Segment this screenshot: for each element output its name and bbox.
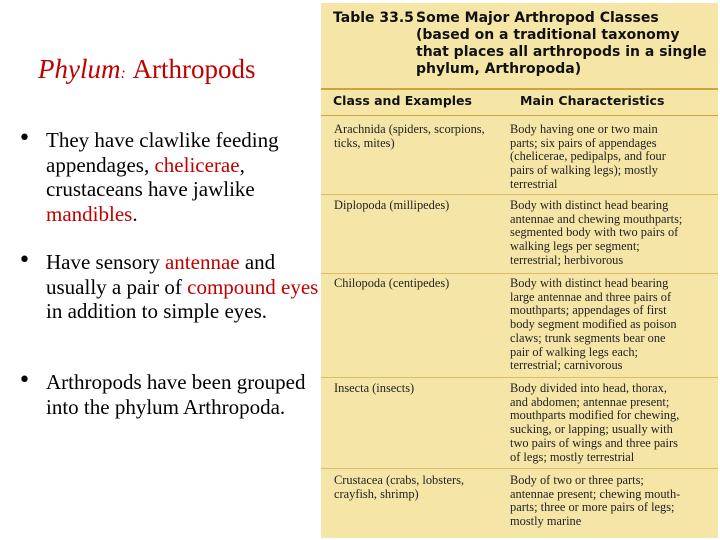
highlighted-term: mandibles — [46, 201, 133, 226]
cell-line: terrestrial; herbivorous — [510, 252, 624, 267]
bullet-text — [46, 128, 328, 226]
cell-line: Body of two or three parts; — [510, 473, 644, 487]
highlighted-term: antennae — [164, 250, 240, 274]
column-header-class: Class and Examples — [333, 93, 472, 108]
cell-line: Crustacea (crabs, lobsters, — [334, 473, 465, 487]
cell-line: walking legs per segment; — [510, 239, 640, 254]
row-characteristics-cell — [510, 123, 712, 192]
cell-line: (chelicerae, pedipalps, and four — [510, 149, 666, 164]
cell-line: segmented body with two pairs of — [510, 225, 679, 240]
row-divider — [321, 377, 718, 378]
row-characteristics-cell — [510, 474, 712, 529]
highlighted-term: compound eyes — [187, 274, 319, 299]
cell-line: body segment modified as poison — [510, 317, 677, 332]
cell-line: terrestrial; carnivorous — [510, 358, 623, 373]
row-divider — [321, 273, 718, 274]
highlighted-term: chelicerae — [154, 152, 240, 177]
row-characteristics-cell — [510, 199, 712, 268]
title-prefix: Phylum — [38, 54, 121, 84]
cell-line: Body with distinct head bearing — [510, 198, 669, 212]
row-class-cell — [334, 382, 514, 396]
table-number: Table 33.5 — [333, 10, 414, 26]
cell-line: Insecta (insects) — [334, 381, 415, 395]
bullet-text — [46, 250, 328, 324]
row-class-cell — [334, 123, 514, 150]
row-divider — [321, 194, 718, 195]
table-top-rule — [321, 88, 718, 90]
bullet-text-segment: Have sensory — [46, 250, 165, 274]
cell-line: crayfish, shrimp) — [334, 486, 419, 501]
cell-line: sucking, or lapping; usually with — [510, 422, 673, 437]
cell-line: antennae present; chewing mouth- — [510, 486, 681, 501]
bullet-text-segment: They have clawlike feeding appendages, — [46, 128, 279, 177]
bullet-text-segment: , crustaceans have jawlike — [46, 152, 255, 201]
cell-line: and abdomen; antennae present; — [510, 394, 670, 409]
row-characteristics-cell — [510, 382, 712, 464]
bullet-dot: • — [18, 126, 31, 151]
bullet-text-segment: Arthropods have been grouped into the phylum Arthropoda. — [46, 370, 306, 419]
cell-line: mouthparts modified for chewing, — [510, 408, 680, 423]
row-class-cell — [334, 199, 514, 213]
cell-line: mouthparts; appendages of first — [510, 303, 667, 318]
cell-line: Diplopoda (millipedes) — [334, 198, 450, 212]
cell-line: Chilopoda (centipedes) — [334, 276, 450, 290]
column-header-characteristics: Main Characteristics — [520, 93, 665, 108]
bullet-dot: • — [18, 368, 31, 393]
title-colon: : — [120, 65, 126, 82]
table-caption-text: Some Major Arthropod Classes (based on a traditional taxonomy that places all arthropods in a single phylum, Arthropoda) — [416, 10, 707, 77]
cell-line: parts; three or more pairs of legs; — [510, 500, 675, 515]
cell-line: claws; trunk segments bear one — [510, 330, 666, 345]
bullet-text-segment: . — [132, 201, 138, 226]
cell-line: mostly marine — [510, 514, 582, 529]
slide-title — [38, 54, 256, 85]
cell-line: parts; six pairs of appendages — [510, 135, 657, 150]
cell-line: antennae and chewing mouthparts; — [510, 211, 683, 226]
bullet-text — [46, 370, 328, 419]
bullet-text-segment: and usually a pair of — [46, 250, 276, 299]
row-divider — [321, 468, 718, 469]
cell-line: of legs; mostly terrestrial — [510, 449, 635, 464]
arthropod-classes-table — [321, 3, 718, 538]
cell-line: large antennae and three pairs of — [510, 289, 672, 304]
table-header-rule — [321, 115, 718, 116]
cell-line: pair of walking legs each; — [510, 344, 638, 359]
cell-line: pairs of walking legs); mostly — [510, 163, 658, 178]
row-characteristics-cell — [510, 277, 712, 373]
cell-line: terrestrial — [510, 176, 558, 191]
cell-line: Body divided into head, thorax, — [510, 381, 667, 395]
cell-line: Body with distinct head bearing — [510, 276, 669, 290]
cell-line: Body having one or two main — [510, 122, 658, 136]
row-class-cell — [334, 474, 514, 501]
bullet-text-segment: in addition to simple eyes. — [46, 299, 268, 323]
row-class-cell — [334, 277, 514, 291]
cell-line: ticks, mites) — [334, 135, 395, 150]
title-topic: Arthropods — [132, 54, 256, 84]
bullet-dot: • — [18, 248, 31, 273]
cell-line: Arachnida (spiders, scorpions, — [334, 122, 485, 136]
cell-line: two pairs of wings and three pairs — [510, 435, 678, 450]
